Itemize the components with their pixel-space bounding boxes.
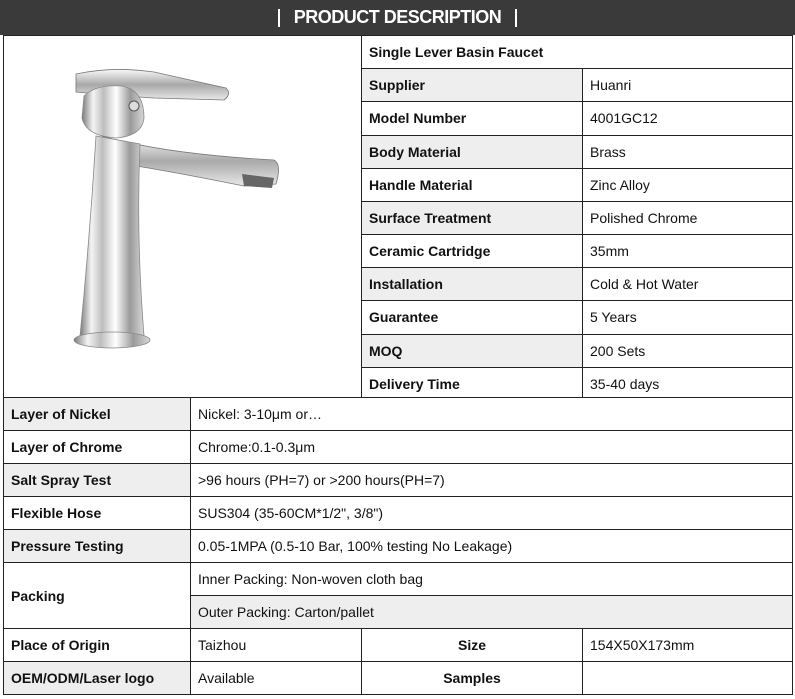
details-table xyxy=(3,397,793,695)
detail-row: Salt Spray Test >96 hours (PH=7) or >200 hours(PH=7) xyxy=(4,464,793,497)
packing-row: Packing Inner Packing: Non-woven cloth bag xyxy=(4,563,793,596)
spec-row: Supplier Huanri xyxy=(4,69,793,102)
detail-row: Layer of Nickel Nickel: 3-10μm or… xyxy=(4,398,793,431)
origin-row: Place of Origin Taizhou Size 154X50X173mm xyxy=(4,629,793,662)
faucet-image xyxy=(4,36,360,397)
spec-row: Ceramic Cartridge 35mm xyxy=(4,235,793,268)
spec-row: Guarantee 5 Years xyxy=(4,301,793,334)
spec-row: Body Material Brass xyxy=(4,135,793,168)
divider-right xyxy=(515,9,517,27)
spec-row: Delivery Time 35-40 days xyxy=(4,367,793,400)
spec-row: Installation Cold & Hot Water xyxy=(4,268,793,301)
detail-row: Layer of Chrome Chrome:0.1-0.3μm xyxy=(4,431,793,464)
packing-row: Outer Packing: Carton/pallet xyxy=(4,596,793,629)
spec-row: Model Number 4001GC12 xyxy=(4,102,793,135)
spec-row: Handle Material Zinc Alloy xyxy=(4,168,793,201)
spec-row: MOQ 200 Sets xyxy=(4,334,793,367)
product-image xyxy=(4,36,362,401)
oem-row: OEM/ODM/Laser logo Available Samples xyxy=(4,662,793,695)
detail-row: Pressure Testing 0.05-1MPA (0.5-10 Bar, 100% testing No Leakage) xyxy=(4,530,793,563)
spec-row: Surface Treatment Polished Chrome xyxy=(4,201,793,234)
page-title: PRODUCT DESCRIPTION xyxy=(293,7,502,27)
spec-table xyxy=(3,35,793,401)
divider-left xyxy=(278,9,280,27)
detail-row: Flexible Hose SUS304 (35-60CM*1/2", 3/8") xyxy=(4,497,793,530)
header-bar xyxy=(0,0,795,35)
product-name: Single Lever Basin Faucet xyxy=(362,36,793,69)
